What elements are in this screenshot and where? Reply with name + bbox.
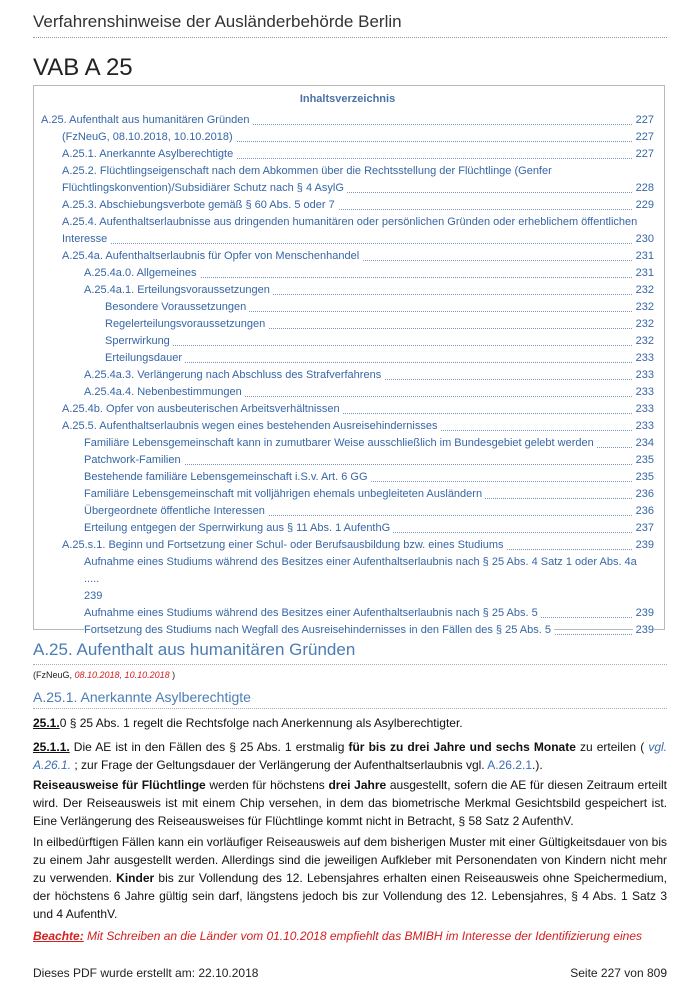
toc-entry[interactable]	[84, 367, 654, 384]
toc-entry[interactable]	[84, 486, 654, 503]
toc-entry-page: 237	[633, 520, 654, 537]
toc-leader-dots: .....	[84, 573, 100, 585]
header-title: Verfahrenshinweise der Ausländerbehörde Berlin	[33, 12, 402, 31]
toc-entry[interactable]	[62, 537, 654, 554]
toc-entry-text: A.25.5. Aufenthaltserlaubnis wegen eines bestehenden Ausreisehindernisses	[62, 420, 440, 432]
toc-entry-page: 233	[633, 350, 654, 367]
toc-entry[interactable]	[62, 248, 654, 265]
toc-entry[interactable]	[105, 299, 654, 316]
toc-entry[interactable]	[62, 214, 654, 248]
table-of-contents	[33, 85, 665, 636]
paragraph-25-1-1	[33, 738, 667, 774]
toc-entry-text: Fortsetzung des Studiums nach Wegfall des Ausreisehindernisses in den Fällen des § 25 Abs. 5	[84, 624, 554, 636]
paragraph-number: 25.1.	[33, 716, 60, 730]
toc-entry-text: Übergeordnete öffentliche Interessen	[84, 505, 268, 517]
toc-entry-text: Familiäre Lebensgemeinschaft kann in zumutbarer Weise ausschließlich im Bundesgebiet gelebt werden	[84, 437, 597, 449]
toc-entry-text: A.25.4a.0. Allgemeines	[84, 267, 200, 279]
toc-entry-text: (FzNeuG, 08.10.2018, 10.10.2018)	[62, 131, 236, 143]
toc-entry[interactable]	[62, 197, 654, 214]
toc-entry-text-cont: 239	[84, 590, 105, 602]
paragraph-text: zu erteilen (	[575, 740, 649, 754]
toc-entry-text: A.25.3. Abschiebungsverbote gemäß § 60 Abs. 5 oder 7	[62, 199, 338, 211]
toc-entry-page: 227	[633, 129, 654, 146]
reference-link-a26-2-1[interactable]: A.26.2.1	[487, 758, 532, 772]
note-beachte	[33, 929, 642, 943]
toc-entry[interactable]	[84, 452, 654, 469]
toc-entry[interactable]	[84, 503, 654, 520]
toc-entry[interactable]	[105, 316, 654, 333]
footer-created-date: Dieses PDF wurde erstellt am: 22.10.2018	[33, 966, 259, 980]
paragraph-eilbeduerftig	[33, 833, 667, 923]
paragraph-text: .).	[532, 758, 543, 772]
toc-entry-page: 233	[633, 367, 654, 384]
toc-heading: Inhaltsverzeichnis	[299, 93, 396, 105]
note-label: Beachte:	[33, 929, 84, 943]
paragraph-text: 0 § 25 Abs. 1 regelt die Rechtsfolge nach Anerkennung als Asylberechtigter.	[59, 716, 463, 730]
paragraph-text: ; zur Frage der Geltungsdauer der Verlängerung der Aufenthaltserlaubnis vgl.	[71, 758, 488, 772]
toc-entry-page: 229	[633, 197, 654, 214]
paragraph-number: 25.1.1.	[33, 740, 70, 754]
reference-link-a26-1[interactable]: vgl. A.26.1.	[33, 740, 667, 772]
paragraph-text: In eilbedürftigen Fällen kann ein vorläufiger Reiseausweis auf dem bisherigen Muster mit einer Gültigkeitsdauer von bis zu einem Jahr ausgestellt werden. Allerdings sind die jeweiligen Aufkleber mit Personendaten von Kindern nicht mehr zu verwenden.	[33, 835, 667, 885]
toc-entry-page: 234	[633, 435, 654, 452]
footer-page-number: Seite 227 von 809	[570, 966, 667, 980]
toc-entry-text: Patchwork-Familien	[84, 454, 184, 466]
toc-entry-text: Bestehende familiäre Lebensgemeinschaft i.S.v. Art. 6 GG	[84, 471, 371, 483]
toc-entry[interactable]	[62, 146, 654, 163]
toc-entry[interactable]	[84, 605, 654, 622]
paragraph-text: ausgestellt, sofern die AE für diesen Zeitraum erteilt wird. Der Reiseausweis ist mit einem Chip versehen, in dem das biometrische Merkmal Gesichtsbild gespeichert ist. Eine Verlängerung des Reiseausweises für Flüchtlinge kommt nicht in Betracht, § 58 Satz 2 AufenthV.	[33, 778, 667, 828]
toc-entry-text-cont: Flüchtlingskonvention)/Subsidiärer Schutz nach § 4 AsylG	[62, 182, 347, 194]
toc-entry[interactable]	[62, 401, 654, 418]
toc-entry-page: 235	[633, 469, 654, 486]
toc-entry[interactable]	[105, 350, 654, 367]
toc-entry-text: A.25.1. Anerkannte Asylberechtigte	[62, 148, 236, 160]
paragraph-text: Die AE ist in den Fällen des § 25 Abs. 1 erstmalig	[69, 740, 349, 754]
toc-entry-page: 231	[633, 248, 654, 265]
fzneug-suffix: )	[169, 670, 176, 680]
toc-entry-text: A.25.4b. Opfer von ausbeuterischen Arbeitsverhältnissen	[62, 403, 343, 415]
toc-entry-page: 235	[633, 452, 654, 469]
paragraph-bold: für bis zu drei Jahre und sechs Monate	[348, 740, 576, 754]
toc-entry[interactable]	[84, 622, 654, 639]
toc-entry-text: A.25.s.1. Beginn und Fortsetzung einer Schul- oder Berufsausbildung bzw. eines Studiums	[62, 539, 506, 551]
toc-entry-page: 233	[633, 418, 654, 435]
toc-entry-text-cont: Interesse	[62, 233, 110, 245]
toc-entry-text: Erteilung entgegen der Sperrwirkung aus § 11 Abs. 1 AufenthG	[84, 522, 393, 534]
toc-entry-page: 239	[633, 622, 654, 639]
toc-entry-text: Familiäre Lebensgemeinschaft mit volljährigen ehemals unbegleiteten Ausländern	[84, 488, 485, 500]
toc-entry-page: 239	[633, 605, 654, 622]
toc-entry-page: 232	[633, 316, 654, 333]
toc-entry[interactable]	[62, 129, 654, 146]
toc-entry-text: Besondere Voraussetzungen	[105, 301, 249, 313]
toc-entry[interactable]	[84, 384, 654, 401]
toc-entry-page: 233	[633, 401, 654, 418]
toc-entry-text: A.25.4a.3. Verlängerung nach Abschluss des Strafverfahrens	[84, 369, 384, 381]
toc-entry-page: 236	[633, 486, 654, 503]
section-heading: A.25. Aufenthalt aus humanitären Gründen	[33, 640, 356, 659]
subsection-divider	[33, 708, 667, 709]
toc-entry-text: Aufnahme eines Studiums während des Besitzes einer Aufenthaltserlaubnis nach § 25 Abs. 4 Satz 1 oder Abs. 4a .....	[84, 556, 637, 585]
header-divider	[33, 37, 667, 38]
toc-entry[interactable]	[84, 469, 654, 486]
toc-entry-text: Sperrwirkung	[105, 335, 173, 347]
paragraph-text: bis zur Vollendung des 12. Lebensjahres erhalten einen Reiseausweis ohne Speichermedium, der höchstens 6 Jahre gültig sein darf, längstens jedoch bis zur Vollendung des 12. Lebensjahres, § 4 Abs. 1 Satz 3 und 4 AufenthV.	[33, 871, 667, 921]
toc-entry[interactable]	[62, 163, 654, 197]
toc-entry-page: 231	[633, 265, 654, 282]
toc-entry-text: A.25.4a. Aufenthaltserlaubnis für Opfer von Menschenhandel	[62, 250, 362, 262]
toc-entry-page: 233	[633, 384, 654, 401]
toc-entry[interactable]	[105, 333, 654, 350]
toc-entry[interactable]	[84, 265, 654, 282]
toc-entry[interactable]	[41, 112, 654, 129]
toc-entry-page: 227	[633, 146, 654, 163]
paragraph-bold: drei Jahre	[328, 778, 387, 792]
toc-entry-page: 232	[633, 333, 654, 350]
toc-entry-page: 227	[633, 112, 654, 129]
toc-entry-page: 239	[633, 537, 654, 554]
paragraph-bold: Kinder	[116, 871, 155, 885]
toc-entry[interactable]	[84, 435, 654, 452]
toc-entry[interactable]	[62, 418, 654, 435]
fzneug-dates[interactable]: 08.10.2018, 10.10.2018	[74, 670, 170, 680]
document-title: VAB A 25	[33, 54, 133, 81]
toc-entry-page: 230	[633, 231, 654, 248]
paragraph-25-1-0	[33, 714, 667, 732]
fzneug-line	[33, 670, 175, 680]
fzneug-prefix: (FzNeuG,	[33, 670, 75, 680]
note-text: Mit Schreiben an die Länder vom 01.10.2018 empfiehlt das BMIBH im Interesse der Identifizierung eines	[83, 929, 642, 943]
sub-heading: A.25.1. Anerkannte Asylberechtigte	[33, 689, 251, 705]
paragraph-reiseausweise	[33, 776, 667, 830]
toc-entry[interactable]	[84, 554, 654, 605]
toc-entry-page: 232	[633, 299, 654, 316]
toc-entry-text: A.25.4a.4. Nebenbestimmungen	[84, 386, 245, 398]
section-divider	[33, 664, 667, 665]
toc-entry-page: 236	[633, 503, 654, 520]
toc-entry-text: A.25.4. Aufenthaltserlaubnisse aus dringenden humanitären oder persönlichen Gründen oder erheblichem öffentlichen	[62, 216, 638, 228]
paragraph-bold: Reiseausweise für Flüchtlinge	[33, 778, 206, 792]
toc-entry[interactable]	[84, 520, 654, 537]
toc-entry-text: A.25. Aufenthalt aus humanitären Gründen	[41, 114, 253, 126]
toc-entry[interactable]	[84, 282, 654, 299]
toc-entry-text: Regelerteilungsvoraussetzungen	[105, 318, 268, 330]
toc-entry-text: Erteilungsdauer	[105, 352, 185, 364]
toc-entry-text: Aufnahme eines Studiums während des Besitzes einer Aufenthaltserlaubnis nach § 25 Abs. 5	[84, 607, 541, 619]
toc-entry-page: 232	[633, 282, 654, 299]
toc-entry-page: 228	[633, 180, 654, 197]
toc-entry-text: A.25.2. Flüchtlingseigenschaft nach dem Abkommen über die Rechtsstellung der Flüchtlinge (Genfer	[62, 165, 552, 177]
toc-list	[41, 112, 654, 639]
toc-entry-text: A.25.4a.1. Erteilungsvoraussetzungen	[84, 284, 273, 296]
paragraph-text: werden für höchstens	[205, 778, 329, 792]
